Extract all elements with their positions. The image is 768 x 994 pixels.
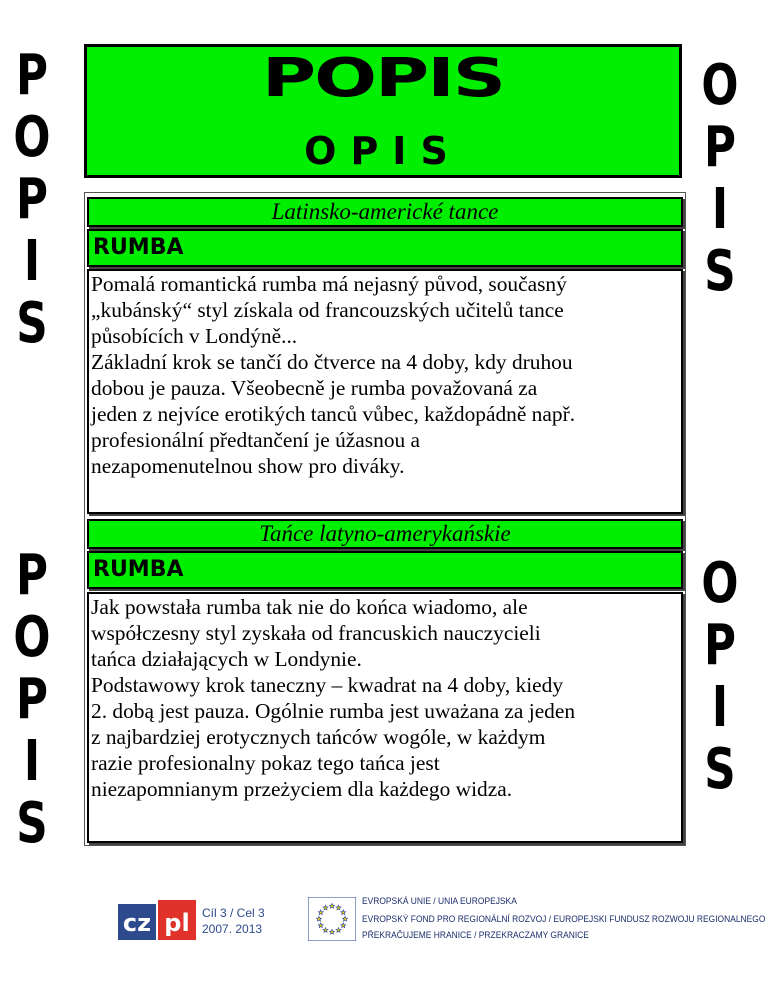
polish-line: tańca działających w Londynie.	[91, 647, 362, 671]
czech-line: profesionální předtančení je úžasnou a	[91, 428, 421, 452]
polish-line: razie profesionalny pokaz tego tańca jest	[91, 751, 440, 775]
czech-category: Latinsko-americké tance	[271, 199, 499, 224]
side-letter: I	[711, 177, 729, 242]
eu-line-3: PŘEKRAČUJEME HRANICE / PRZEKRACZAMY GRANICE	[362, 930, 589, 941]
side-letter: S	[704, 737, 736, 802]
polish-line: Jak powstała rumba tak nie do końca wiadomo, ale	[91, 595, 528, 619]
czech-line: „kubánský“ styl získala od francouzských učitelů tance	[91, 298, 564, 322]
side-letter: O	[701, 53, 739, 118]
side-letter: P	[15, 43, 49, 108]
polish-dance-title: RUMBA	[93, 557, 184, 582]
czpl-goal-text: Cíl 3 / Cel 3	[202, 906, 265, 920]
side-letter: S	[704, 239, 736, 304]
side-letter: I	[23, 729, 41, 794]
polish-line: z najbardziej erotycznych tańców wogóle, w każdym	[91, 725, 546, 749]
side-letter: O	[13, 605, 51, 670]
czech-line: Základní krok se tančí do čtverce na 4 doby, kdy druhou	[91, 350, 573, 374]
left-vertical-popis-top	[10, 43, 54, 358]
polish-line: niezapomnianym przeżyciem dla każdego widza.	[91, 777, 513, 801]
eu-line-1: EVROPSKÁ UNIE / UNIA EUROPEJSKA	[362, 896, 517, 907]
czech-dance-title: RUMBA	[93, 235, 184, 260]
czech-description	[87, 269, 683, 514]
side-letter: P	[703, 613, 737, 678]
side-letter: I	[711, 675, 729, 740]
side-letter: S	[16, 791, 48, 856]
side-letter: P	[703, 115, 737, 180]
czpl-cz-text: cz	[122, 909, 152, 937]
side-letter: S	[16, 291, 48, 356]
side-letter: P	[15, 667, 49, 732]
polish-line: współczesny styl zyskała od francuskich nauczycieli	[91, 621, 541, 645]
czech-line: Pomalá romantická rumba má nejasný původ, současný	[91, 272, 567, 296]
polish-category: Tańce latyno-amerykańskie	[259, 521, 511, 546]
czech-line: působících v Londýně...	[91, 324, 298, 348]
polish-category-bar	[87, 519, 683, 549]
eu-flag-icon	[308, 897, 356, 941]
left-vertical-popis-bottom	[10, 543, 54, 858]
side-letter: P	[15, 167, 49, 232]
page-subtitle: OPIS	[304, 129, 462, 173]
side-letter: P	[15, 543, 49, 608]
eu-line-2: EVROPSKÝ FOND PRO REGIONÁLNÍ ROZVOJ / EUROPEJSKI FUNDUSZ ROZWOJU REGIONALNEGO	[362, 914, 766, 925]
polish-description	[87, 592, 683, 843]
polish-line: 2. dobą jest pauza. Ogólnie rumba jest uważana za jeden	[91, 699, 576, 723]
czpl-pl-text: pl	[164, 909, 190, 937]
right-vertical-opis-bottom	[698, 551, 742, 804]
czech-line: nezapomenutelnou show pro diváky.	[91, 454, 405, 478]
czech-line: dobou je pauza. Všeobecně je rumba považovaná za	[91, 376, 538, 400]
czech-line: jeden z nejvíce erotikých tanců vůbec, každopádně např.	[91, 402, 576, 426]
side-letter: O	[13, 105, 51, 170]
polish-dance-bar	[87, 551, 683, 589]
czech-dance-bar	[87, 229, 683, 267]
czpl-years-text: 2007. 2013	[202, 922, 263, 936]
right-vertical-opis-top	[698, 53, 742, 306]
polish-line: Podstawowy krok taneczny – kwadrat na 4 doby, kiedy	[91, 673, 564, 697]
side-letter: O	[701, 551, 739, 616]
czpl-logo	[118, 900, 268, 944]
side-letter: I	[23, 229, 41, 294]
page-title: POPIS	[261, 46, 505, 109]
czech-category-bar	[87, 197, 683, 227]
